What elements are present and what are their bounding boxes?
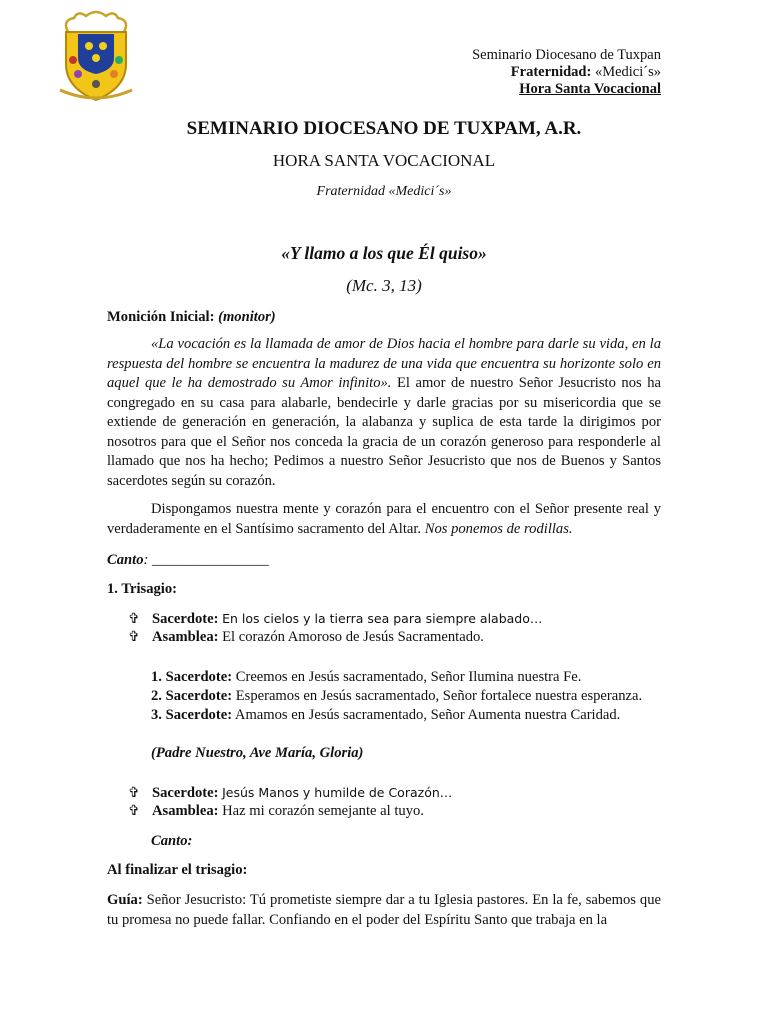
canto-label-2: Canto: [151, 833, 193, 849]
trisagio-line [128, 802, 424, 821]
role-label: Sacerdote: [152, 785, 219, 801]
canto-blank: ________________ [152, 552, 269, 568]
line-text: En los cielos y la tierra sea para siempre alabado… [222, 611, 543, 626]
trisagio-line [128, 628, 484, 647]
role-label: Asamblea: [152, 629, 219, 645]
header-seminary: Seminario Diocesano de Tuxpan [472, 47, 661, 63]
page-header [472, 47, 661, 98]
monicion-text: El amor de nuestro Señor Jesucristo nos ha congregado en su casa para alabarle, bendecirle y darle gracias por su misericordia que se extiende de generación en generación, la alabanza y suplica de esta tarde la dirigimos por nosotros para que el Señor nos conceda la gracia de un corazón generoso para responderle al llamado que nos ha hecho; Pedimos a nuestro Señor Jesucristo que nos de Buenos y Santos sacerdotes según su corazón. [107, 375, 661, 489]
line-text: Creemos en Jesús sacramentado, Señor Ilumina nuestra Fe. [235, 669, 582, 685]
line-text: Amamos en Jesús sacramentado, Señor Aumenta nuestra Caridad. [234, 707, 621, 723]
line-text: El corazón Amoroso de Jesús Sacramentado. [222, 629, 484, 645]
guia-paragraph [107, 891, 661, 930]
subtitle: HORA SANTA VOCACIONAL [272, 151, 496, 170]
bible-reference: (Mc. 3, 13) [346, 276, 422, 295]
header-fraternity-label: Fraternidad: [510, 64, 592, 80]
kneel-instruction: Nos ponemos de rodillas. [424, 520, 573, 537]
canto-colon: : [143, 552, 149, 568]
monicion-heading [107, 308, 661, 328]
header-fraternity [472, 64, 661, 81]
monicion-paragraph [107, 335, 661, 491]
final-heading: Al finalizar el trisagio: [107, 862, 248, 878]
seminary-crest-logo [56, 10, 136, 106]
theme-quote: «Y llamo a los que Él quiso» [281, 243, 487, 263]
trisagio-line [128, 783, 452, 803]
fraternity-line: Fraternidad «Medici´s» [316, 184, 452, 199]
vocation-quote: «La vocación es la llamada de amor de Dios hacia el hombre para darle su vida, en la respuesta del hombre se encuentra la madurez de una vida que encuentra su horizonte solo en aquel que le ha demostrado su Amor infinito». [107, 336, 661, 391]
trisagio-line [128, 609, 542, 629]
guia-label: Guía: [107, 892, 143, 908]
role-label: Asamblea: [152, 803, 219, 819]
prayers-note: (Padre Nuestro, Ave María, Gloria) [151, 745, 364, 761]
cross-icon: ✞ [128, 785, 140, 801]
cross-icon: ✞ [128, 629, 140, 645]
main-title: SEMINARIO DIOCESANO DE TUXPAM, A.R. [186, 118, 582, 139]
numbered-line [151, 668, 581, 687]
guia-text: Señor Jesucristo: Tú prometiste siempre dar a tu Iglesia pastores. En la fe, sabemos que tu promesa no puede fallar. Confiando en el poder del Espíritu Santo que trabaja en la [107, 892, 661, 928]
line-text: Esperamos en Jesús sacramentado, Señor fortalece nuestra esperanza. [235, 688, 643, 704]
header-fraternity-value: «Medici´s» [594, 64, 661, 80]
header-hora-santa: Hora Santa Vocacional [519, 81, 661, 97]
line-text: Haz mi corazón semejante al tuyo. [222, 803, 424, 819]
monicion-label: Monición Inicial: [107, 309, 215, 325]
cross-icon: ✞ [128, 803, 140, 819]
numbered-line [151, 706, 620, 725]
role-label: 1. Sacerdote: [151, 669, 233, 685]
trisagio-heading: 1. Trisagio: [107, 581, 177, 597]
canto-label: Canto [107, 552, 144, 568]
role-label: 3. Sacerdote: [151, 707, 233, 723]
cross-icon: ✞ [128, 611, 140, 627]
role-label: 2. Sacerdote: [151, 688, 233, 704]
line-text: Jesús Manos y humilde de Corazón… [222, 785, 453, 800]
monicion-role: (monitor) [218, 309, 276, 325]
dispongamos-paragraph [107, 500, 661, 539]
canto-line [107, 551, 661, 571]
numbered-line [151, 687, 642, 706]
dispongamos-text: Dispongamos nuestra mente y corazón para el encuentro con el Señor presente real y verdaderamente en el Santísimo sacramento del Altar. [107, 501, 661, 537]
role-label: Sacerdote: [152, 611, 219, 627]
